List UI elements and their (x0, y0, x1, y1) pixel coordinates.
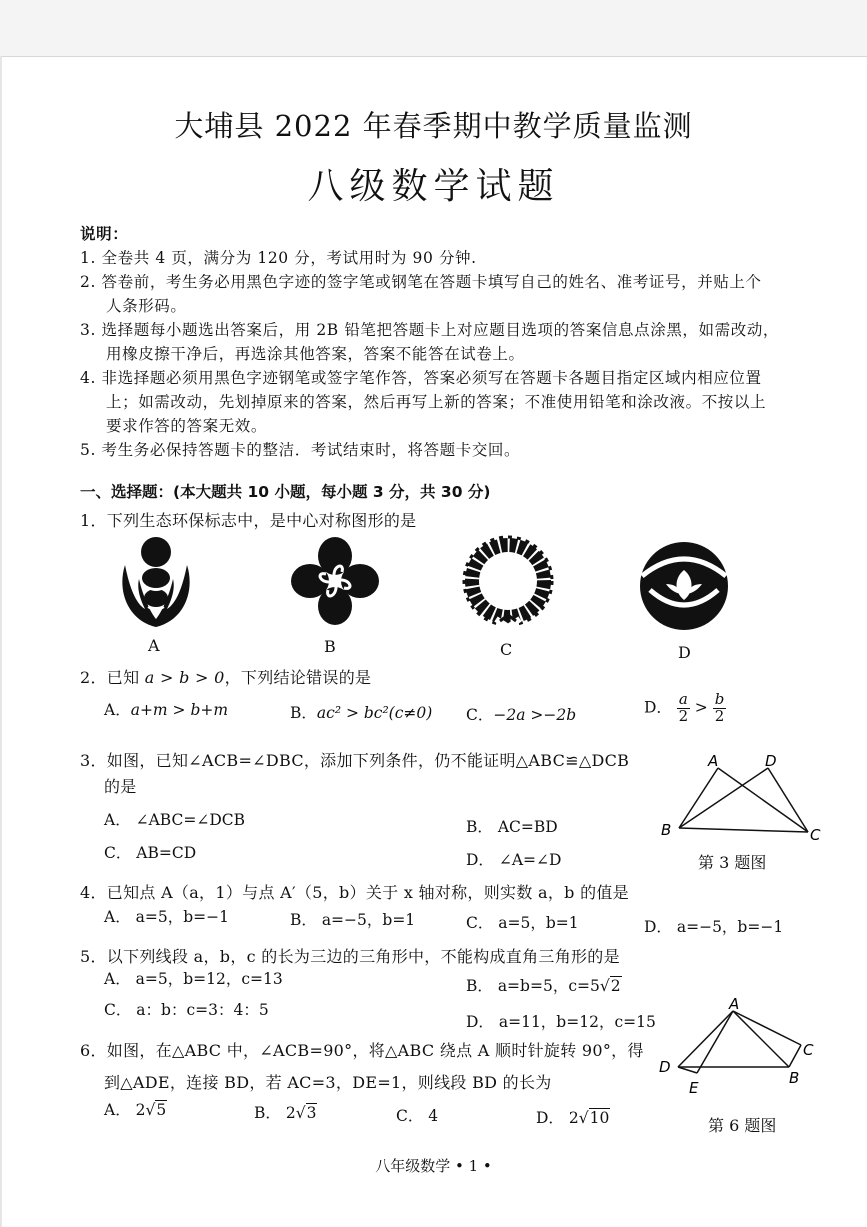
radicand: 10 (589, 1109, 610, 1127)
option-c: C． AB=CD (104, 844, 197, 862)
question-text: 以下列线段 a，b，c 的长为三边的三角形中，不能构成直角三角形的是 (106, 947, 620, 966)
question-text: 到△ADE，连接 BD，若 AC=3，DE=1，则线段 BD 的长为 (104, 1073, 552, 1092)
option-key: D． (644, 698, 672, 717)
page-footer: 八年级数学 • 1 • (375, 1157, 492, 1175)
question-text: 如图，在△ABC 中，∠ACB=90°，将△ABC 绕点 A 顺时针旋转 90°，得 (106, 1041, 644, 1060)
option-b: B． AC=BD (466, 818, 558, 836)
question-3 (80, 748, 629, 771)
question-number: 3． (80, 751, 107, 770)
radicand: 3 (306, 1104, 317, 1122)
point-label-e: E (689, 1079, 699, 1097)
eco-logo-d-icon (638, 540, 730, 632)
greater-than-sign: > (694, 698, 708, 717)
fraction-a-over-2 (677, 692, 690, 725)
option-a (104, 1098, 167, 1120)
radicand: 2 (610, 977, 621, 995)
numerator: b (714, 690, 725, 708)
question-2 (80, 665, 371, 688)
eco-logo-b-icon (290, 536, 380, 626)
note-line: 4. 非选择题必须用黑色字迹钢笔或签字笔作答，答案必须写在答题卡各题目指定区域内相应位置 (80, 369, 762, 387)
question-text: 如图，已知∠ACB=∠DBC，添加下列条件，仍不能证明△ABC≌△DCB (106, 751, 630, 770)
note-line: 2. 答卷前，考生务必用黑色字迹的签字笔或钢笔在答题卡填写自己的姓名、准考证号，并贴上个 (80, 273, 762, 291)
point-label-c: C (803, 1041, 814, 1059)
scan-left-edge (0, 56, 2, 1227)
question-number: 6． (80, 1041, 107, 1060)
option-key: B． (290, 704, 317, 722)
option-d: D． a=11，b=12，c=15 (466, 1013, 656, 1031)
question-1 (80, 508, 416, 531)
point-label-b: B (789, 1069, 800, 1087)
option-b (290, 701, 432, 723)
radicand: 5 (156, 1101, 167, 1119)
option-label-d: D (678, 643, 691, 662)
figure-6-diagram (655, 995, 825, 1100)
option-a: A． a=5，b=−1 (104, 908, 229, 926)
note-line: 上；如需改动，先划掉原来的答案，然后再写上新的答案；不准使用铅笔和涂改液。不按以上 (106, 393, 767, 411)
question-number: 5． (80, 947, 107, 966)
option-text: B． a=b=5，c=5 (466, 977, 600, 995)
option-d (536, 1106, 610, 1128)
option-a (104, 698, 228, 720)
note-line: 要求作答的答案无效。 (106, 417, 268, 435)
note-line: 5. 考生务必保持答题卡的整洁．考试结束时，将答题卡交回。 (80, 441, 521, 459)
point-label-c: C (810, 826, 821, 844)
question-text: 的是 (104, 777, 137, 796)
question-number: 2． (80, 668, 107, 687)
question-5 (80, 944, 620, 967)
option-a: A． a=5，b=12，c=13 (104, 970, 283, 988)
question-text: 已知 (106, 668, 145, 687)
radical-icon: √ (578, 1109, 589, 1127)
note-line: 3. 选择题每小题选出答案后，用 2B 铅笔把答题卡上对应题目选项的答案信息点涂黑，如需改动， (80, 321, 780, 339)
option-d: D． a=−5，b=−1 (644, 918, 784, 936)
option-b: B． a=−5，b=1 (290, 911, 416, 929)
option-b (254, 1101, 317, 1123)
point-label-a: A (708, 752, 719, 770)
question-number: 4． (80, 883, 107, 902)
option-d (644, 692, 726, 725)
option-key: C． (466, 706, 494, 724)
section-title: 一、选择题：(本大题共 10 小题，每小题 3 分，共 30 分) (80, 483, 491, 501)
exam-subtitle: 八级数学试题 (307, 166, 560, 207)
option-d: D． ∠A=∠D (466, 851, 562, 869)
question-text: 下列生态环保标志中，是中心对称图形的是 (106, 511, 417, 530)
note-line: 1. 全卷共 4 页，满分为 120 分，考试用时为 90 分钟. (80, 249, 477, 267)
question-text: 已知点 A（a，1）与点 A′（5，b）关于 x 轴对称，则实数 a，b 的值是 (106, 883, 629, 902)
note-line: 人条形码。 (106, 297, 187, 315)
eco-logo-a-icon (117, 535, 195, 630)
exam-title: 大埔县 2022 年春季期中教学质量监测 (174, 109, 693, 143)
point-label-d: D (765, 752, 777, 770)
option-c (466, 703, 576, 725)
math-expression: a > b > 0 (144, 668, 225, 687)
option-c: C． 4 (396, 1107, 439, 1125)
option-c: C． a=5，b=1 (466, 914, 579, 932)
option-b (466, 974, 622, 996)
radical-icon: √ (145, 1101, 156, 1119)
math-expression: −2a >−2b (493, 706, 577, 724)
option-key: A． (104, 701, 131, 719)
figure-3-caption: 第 3 题图 (698, 853, 767, 872)
radical-icon: √ (599, 977, 610, 995)
option-label-c: C (500, 640, 513, 659)
option-text: A． 2 (104, 1101, 146, 1119)
numerator: a (678, 690, 688, 708)
option-label-a: A (148, 636, 160, 655)
denominator: 2 (678, 706, 689, 725)
note-line: 用橡皮擦干净后，再选涂其他答案，答案不能答在试卷上。 (106, 345, 525, 363)
option-text: D． 2 (536, 1109, 579, 1127)
point-label-a: A (729, 995, 740, 1013)
question-6 (80, 1038, 644, 1061)
option-text: B． 2 (254, 1104, 296, 1122)
question-4 (80, 880, 629, 903)
denominator: 2 (714, 706, 725, 725)
option-a: A． ∠ABC=∠DCB (104, 811, 245, 829)
option-c: C． a：b：c=3：4：5 (104, 1001, 269, 1019)
math-expression: ac² > bc²(c≠0) (316, 704, 433, 722)
figure-3-diagram (655, 748, 830, 848)
question-number: 1． (80, 511, 107, 530)
question-text: ，下列结论错误的是 (224, 668, 372, 687)
radical-icon: √ (295, 1104, 306, 1122)
point-label-d: D (659, 1058, 671, 1076)
figure-6-caption: 第 6 题图 (708, 1116, 777, 1135)
scan-top-margin (0, 0, 867, 57)
eco-logo-c-icon (458, 533, 558, 631)
point-label-b: B (661, 821, 672, 839)
option-label-b: B (324, 637, 336, 656)
math-expression: a+m > b+m (130, 701, 229, 719)
notes-heading: 说明： (80, 224, 129, 243)
fraction-b-over-2 (713, 692, 727, 725)
